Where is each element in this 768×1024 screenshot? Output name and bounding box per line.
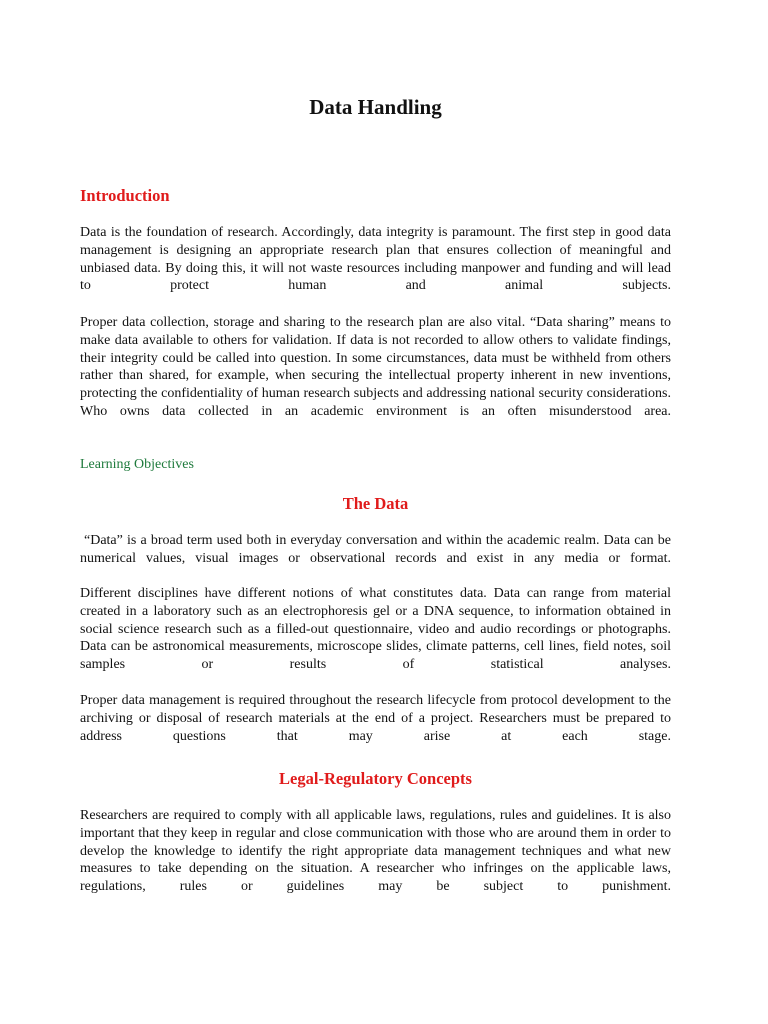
the-data-paragraph-1: “Data” is a broad term used both in everyday conversation and within the academic realm. Data can be numerical values, visual images or observational records and exist in any media or format. (80, 533, 671, 566)
legal-paragraph-1: Researchers are required to comply with all applicable laws, regulations, rules and guidelines. It is also important that they keep in regular and close communication with those who are around them in order to develop the knowledge to identify the right appropriate data management techniques and what new measures to take depending on the situation. A researcher who infringes on the applicable laws, regulations, rules or guidelines may be subject to punishment. (80, 808, 671, 895)
intro-paragraph-2: Proper data collection, storage and sharing to the research plan are also vital. “Data sharing” means to make data available to others for validation. If data is not recorded to allow others to validate findings, their integrity could be called into question. In some circumstances, data must be withheld from others rather than shared, for example, when securing the intellectual property inherent in new inventions, protecting the confidentiality of human research subjects and addressing national security considerations. Who owns data collected in an academic environment is an often misunderstood area. (80, 315, 671, 419)
intro-paragraph-1: Data is the foundation of research. Accordingly, data integrity is paramount. The first step in good data management is designing an appropriate research plan that ensures collection of meaningful and unbiased data. By doing this, it will not waste resources including manpower and funding and will lead to protect human and animal subjects. (80, 225, 671, 294)
the-data-paragraph-2: Different disciplines have different notions of what constitutes data. Data can range from material created in a laboratory such as an electrophoresis gel or a DNA sequence, to information obtained in social science research such as a filled-out questionnaire, video and audio recordings or photographs. Data can be astronomical measurements, microscope slides, climate patterns, cell lines, field notes, soil samples or results of statistical analyses. (80, 586, 671, 673)
learning-objectives-link[interactable]: Learning Objectives (80, 457, 194, 472)
the-data-paragraph-3: Proper data management is required throughout the research lifecycle from protocol development to the archiving or disposal of research materials at the end of a project. Researchers must be prepared to address questions that may arise at each stage. (80, 693, 671, 744)
heading-introduction: Introduction (80, 186, 170, 205)
document-title: Data Handling (309, 95, 442, 119)
heading-the-data: The Data (342, 494, 409, 513)
heading-legal-regulatory: Legal-Regulatory Concepts (279, 769, 472, 788)
